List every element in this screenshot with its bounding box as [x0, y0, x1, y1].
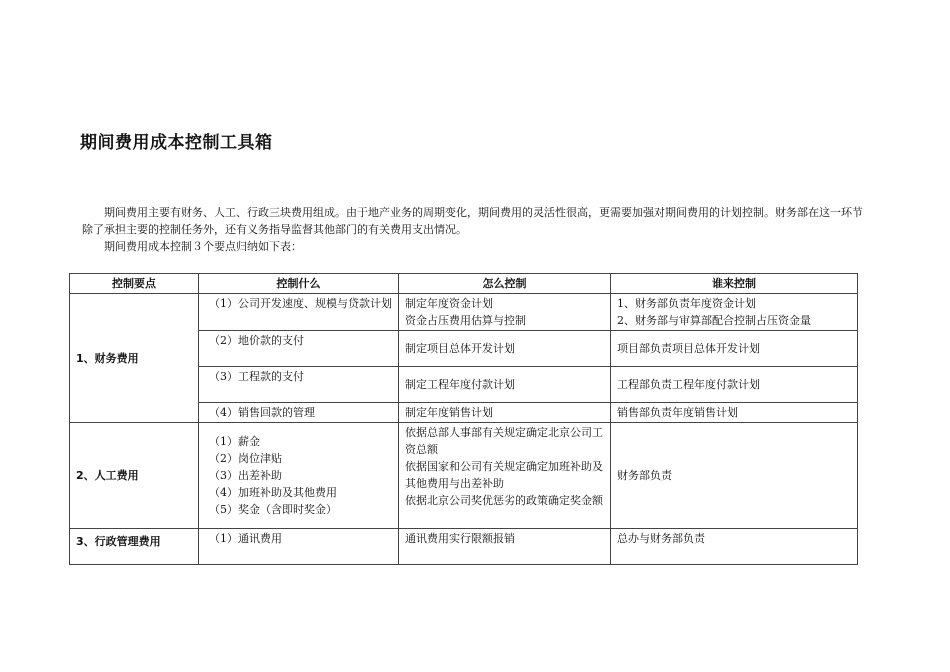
table-header-row	[70, 274, 858, 294]
what-cell: （2）地价款的支付	[199, 331, 399, 367]
what-line: （3）出差补助	[209, 469, 282, 482]
who-cell: 工程部负责工程年度付款计划	[611, 367, 858, 403]
who-line: 1、财务部负责年度资金计划	[617, 297, 756, 310]
how-line: 制定年度资金计划	[405, 297, 493, 310]
table-row	[70, 423, 858, 529]
header-key-point: 控制要点	[70, 274, 199, 294]
what-cell	[199, 423, 399, 529]
how-line: 依据北京公司奖优惩劣的政策确定奖金额	[405, 494, 603, 507]
who-line: 2、财务部与审算部配合控制占压资金量	[617, 314, 811, 327]
category-admin: 3、行政管理费用	[70, 529, 199, 565]
header-what: 控制什么	[199, 274, 399, 294]
how-cell: 通讯费用实行限额报销	[399, 529, 611, 565]
page-title: 期间费用成本控制工具箱	[80, 133, 273, 153]
cost-control-table	[69, 273, 858, 565]
category-labor: 2、人工费用	[70, 423, 199, 529]
how-cell: 制定年度销售计划	[399, 403, 611, 423]
header-how: 怎么控制	[399, 274, 611, 294]
how-cell: 制定项目总体开发计划	[399, 331, 611, 367]
what-line: （1）薪金	[209, 435, 260, 448]
how-line: 依据总部人事部有关规定确定北京公司工资总额	[405, 426, 603, 456]
how-cell: 制定工程年度付款计划	[399, 367, 611, 403]
how-line: 资金占压费用估算与控制	[405, 314, 526, 327]
what-cell: （1）公司开发速度、规模与贷款计划	[199, 294, 399, 331]
category-finance: 1、财务费用	[70, 294, 199, 423]
how-cell	[399, 423, 611, 529]
header-who: 谁来控制	[611, 274, 858, 294]
table-row	[70, 529, 858, 565]
table-row	[70, 294, 858, 331]
what-cell: （3）工程款的支付	[199, 367, 399, 403]
what-line: （4）加班补助及其他费用	[209, 486, 337, 499]
how-cell	[399, 294, 611, 331]
what-line: （5）奖金（含即时奖金）	[209, 503, 337, 516]
what-cell: （1）通讯费用	[199, 529, 399, 565]
who-cell: 销售部负责年度销售计划	[611, 403, 858, 423]
what-line: （2）岗位津贴	[209, 452, 282, 465]
who-cell: 项目部负责项目总体开发计划	[611, 331, 858, 367]
summary-paragraph: 期间费用成本控制３个要点归纳如下表：	[104, 240, 302, 253]
how-line: 依据国家和公司有关规定确定加班补助及其他费用与出差补助	[405, 460, 603, 490]
intro-paragraph: 期间费用主要有财务、人工、行政三块费用组成。由于地产业务的周期变化，期间费用的灵活性很高，更需要加强对期间费用的计划控制。财务部在这一环节除了承担主要的控制任务外，还有义务指导监督其他部门的有关费用支出情况。	[82, 206, 863, 236]
what-cell: （4）销售回款的管理	[199, 403, 399, 423]
who-cell	[611, 294, 858, 331]
who-cell: 财务部负责	[611, 423, 858, 529]
who-cell: 总办与财务部负责	[611, 529, 858, 565]
